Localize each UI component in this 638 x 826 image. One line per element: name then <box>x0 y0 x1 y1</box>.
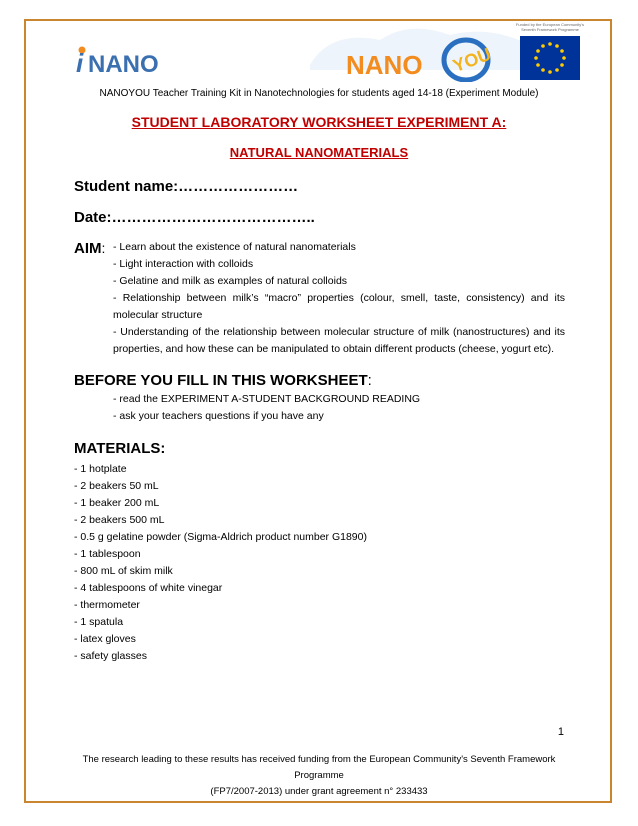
kit-description: NANOYOU Teacher Training Kit in Nanotechnologies for students aged 14-18 (Experiment Module) <box>99 88 539 99</box>
footer-line-1: The research leading to these results has received funding from the European Community's Seventh Framework Programme <box>82 754 556 781</box>
aim-item: - Learn about the existence of natural nanomaterials <box>113 241 356 253</box>
funding-footer <box>60 752 578 800</box>
before-heading <box>74 372 372 389</box>
date-field: Date:………………………………….. <box>74 209 315 226</box>
svg-text:i: i <box>76 48 84 78</box>
before-heading-colon: : <box>367 372 372 389</box>
material-item: - 1 beaker 200 mL <box>74 497 160 509</box>
material-item: - 4 tablespoons of white vinegar <box>74 582 223 594</box>
aim-colon: : <box>101 240 106 256</box>
svg-text:NANO: NANO <box>346 50 423 80</box>
aim-item: - Understanding of the relationship between molecular structure of milk (nanostructures) and its properties, and how these can be manipulated to obtain different products (cheese, yogurt etc). <box>113 326 565 355</box>
material-item: - 2 beakers 500 mL <box>74 514 165 526</box>
material-item: - 1 hotplate <box>74 463 127 475</box>
material-item: - 800 mL of skim milk <box>74 565 173 577</box>
aim-item: - Gelatine and milk as examples of natural colloids <box>113 275 348 287</box>
nanoyou-logo <box>344 34 494 82</box>
before-item: - ask your teachers questions if you have any <box>113 410 324 422</box>
material-item: - 1 tablespoon <box>74 548 141 560</box>
inano-logo-text: NANO <box>88 51 159 78</box>
material-item: - 0.5 g gelatine powder (Sigma-Aldrich product number G1890) <box>74 531 367 543</box>
worksheet-subtitle: NATURAL NANOMATERIALS <box>229 145 409 160</box>
aim-heading <box>74 240 105 257</box>
worksheet-title: STUDENT LABORATORY WORKSHEET EXPERIMENT A: <box>131 114 507 130</box>
aim-item: - Light interaction with colloids <box>113 258 254 270</box>
eu-flag-icon <box>520 36 580 80</box>
materials-heading: MATERIALS: <box>74 440 166 457</box>
page-number: 1 <box>557 726 564 738</box>
aim-item: - Relationship between milk’s “macro” properties (colour, smell, taste, consistency) and its molecular structure <box>113 292 565 321</box>
before-item: - read the EXPERIMENT A-STUDENT BACKGROUND READING <box>113 393 421 405</box>
aim-label: AIM <box>74 240 102 257</box>
svg-text:YOU: YOU <box>450 43 494 77</box>
student-name-field: Student name:…………………… <box>74 178 299 195</box>
material-item: - safety glasses <box>74 650 147 662</box>
eu-caption: Funded by the European Community's Seventh Framework Programme <box>515 22 585 32</box>
footer-line-2: (FP7/2007-2013) under grant agreement n° 233433 <box>210 786 428 797</box>
material-item: - thermometer <box>74 599 140 611</box>
inano-logo <box>74 40 174 80</box>
eu-flag-logo <box>510 22 590 88</box>
material-item: - 1 spatula <box>74 616 124 628</box>
material-item: - 2 beakers 50 mL <box>74 480 159 492</box>
before-heading-text: BEFORE YOU FILL IN THIS WORKSHEET <box>74 372 368 389</box>
material-item: - latex gloves <box>74 633 136 645</box>
